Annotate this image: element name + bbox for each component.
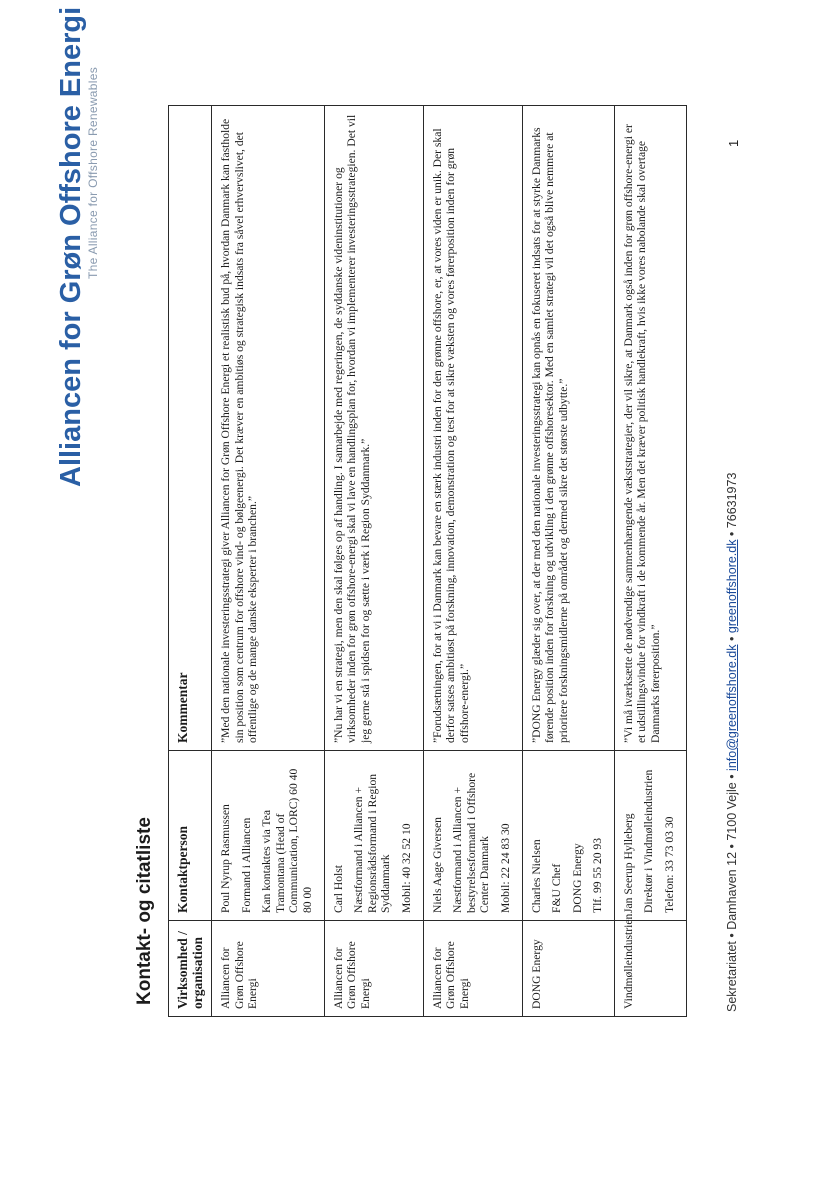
contact-cell xyxy=(522,751,614,921)
table-row xyxy=(423,106,522,1017)
contact-name: Poul Nyrup Rasmussen xyxy=(219,804,232,913)
footer-email-link[interactable]: info@greenoffshore.dk xyxy=(725,644,739,771)
comment-cell: ”Forudsætningen, for at vi i Danmark kan bevare en stærk industri inden for den grønne offshore, er, at vores viden er unik. Der skal derfor satses ambitiøst på forskning, innovation, demonstration og test for at sikre væksten og vores førerposition inden for grøn offshore-energi.” xyxy=(423,106,522,751)
contact-cell xyxy=(324,751,423,921)
comment-cell: ”Med den nationale investeringsstrategi giver Alliancen for Grøn Offshore Energi et realistisk bud på, hvordan Danmark kan fastholde sin position som centrum for offshore vind- og bølgeenergi. Det kræver en ambitiøs og strategisk indsats fra såvel erhvervslivet, det offentlige og de mange danske eksperter i branchen.” xyxy=(212,106,325,751)
comment-cell: ”DONG Energy glæder sig over, at der med den nationale investeringsstrategi kan opnås en fokuseret indsats for at styrke Danmarks førende position inden for forskning og udvikling i den grønne offshoresektor. Med en samlet strategi vil det også blive nemmere at prioritere forskningsmidlerne på området og dermed sikre det største udbytte.” xyxy=(522,106,614,751)
contact-phone: Kan kontaktes via Tea Tramontana (Head of Communication, LORC) 60 40 80 00 xyxy=(260,768,314,913)
table-row xyxy=(614,106,686,1017)
contact-name: Charles Nielsen xyxy=(529,839,543,913)
org-cell: Alliancen for Grøn Offshore Energi xyxy=(423,921,522,1017)
footer-separator: • xyxy=(725,636,739,642)
contact-role: Formand i Alliancen xyxy=(239,817,253,913)
page-title: Kontakt- og citatliste xyxy=(134,817,155,1005)
footer-address: Sekretariatet • Damhaven 12 • 7100 Vejle • xyxy=(725,774,739,1012)
contact-company: DONG Energy xyxy=(570,843,584,913)
contact-cell xyxy=(423,751,522,921)
contact-name: Niels Aage Giversen xyxy=(430,817,444,913)
org-cell: Vindmølleindustrien xyxy=(614,921,686,1017)
org-cell: Alliancen for Grøn Offshore Energi xyxy=(324,921,423,1017)
contact-phone: Tlf. 99 55 20 93 xyxy=(591,837,605,913)
contact-phone: Telefon: 33 73 03 30 xyxy=(663,816,677,913)
header-contact: Kontaktperson xyxy=(169,751,212,921)
contact-cell xyxy=(614,751,686,921)
header-organisation: Virksomhed / organisation xyxy=(169,921,212,1017)
logo-tagline: The Alliance for Offshore Renewables xyxy=(86,67,100,280)
contact-name: Carl Holst xyxy=(331,865,345,913)
footer-phone: • 76631973 xyxy=(725,472,739,537)
table-header-row xyxy=(169,106,212,1017)
contact-phone: Mobil: 40 32 52 10 xyxy=(399,823,413,913)
contact-name: Jan Seerup Hylleberg xyxy=(621,813,635,913)
contact-role: F&U Chef xyxy=(550,863,564,913)
contact-role: Næstformand i Alliancen + bestyrelsesformand i Offshore Center Danmark xyxy=(451,772,492,913)
logo-brand: Alliancen for Grøn Offshore Energi xyxy=(55,6,87,487)
comment-cell: ”Vi må iværksætte de nødvendige sammenhængende vækststrategier, der vil sikre, at Danmark også inden for grøn offshore-energi er et udstillingsvindue for vindkraft i de kommende år. Men det kræver politisk handlekraft, hvis ikke vores nabolande skal overtage Danmarks førerposition.” xyxy=(614,106,686,751)
contact-role: Direktør i Vindmølleindustrien xyxy=(642,769,656,913)
footer xyxy=(725,473,739,1012)
page-number: 1 xyxy=(726,139,741,147)
alliance-logo xyxy=(55,6,100,487)
header-comment: Kommentar xyxy=(169,106,212,751)
comment-cell: ”Nu har vi en strategi, men den skal følges op af handling. I samarbejde med regeringen, de syddanske videninstitutioner og virksomheder inden for grøn offshore-energi skal vi lave en handlingsplan for, hvordan vi implementerer investeringsstrategien. Det vil jeg gerne stå i spidsen for og sætte i værk i Region Syddanmark.” xyxy=(324,106,423,751)
table-row xyxy=(522,106,614,1017)
footer-website-link[interactable]: greenoffshore.dk xyxy=(725,539,739,634)
contact-role: Næstformand i Alliancen + Regionsrådsformand i Region Syddanmark xyxy=(352,773,393,913)
contact-cell xyxy=(212,751,325,921)
contact-phone: Mobil: 22 24 83 30 xyxy=(498,823,512,913)
table-row xyxy=(324,106,423,1017)
org-cell: Alliancen for Grøn Offshore Energi xyxy=(212,921,325,1017)
contact-table xyxy=(168,105,687,1017)
org-cell: DONG Energy xyxy=(522,921,614,1017)
table-row xyxy=(212,106,325,1017)
